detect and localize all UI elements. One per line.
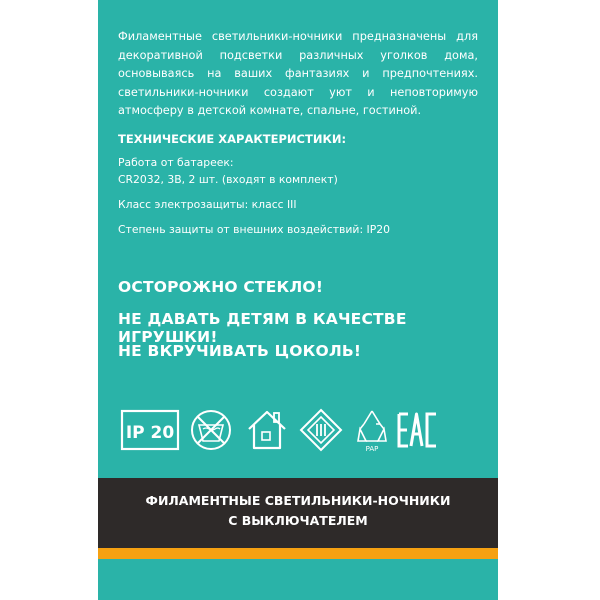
spec-ip-rating: Степень защиты от внешних воздействий: IP20	[118, 223, 390, 236]
package-panel	[98, 0, 498, 600]
product-name-band	[98, 478, 498, 548]
orange-stripe	[98, 548, 498, 559]
recycle-code: PAP	[365, 445, 379, 453]
warning-glass: ОСТОРОЖНО СТЕКЛО!	[118, 278, 324, 296]
spec-protection-class: Класс электрозащиты: класс III	[118, 198, 297, 211]
eac-icon	[396, 407, 440, 453]
recycle-icon	[352, 407, 392, 453]
product-description: Филаментные светильники-ночники предназначены для декоративной подсветки различных уголков дома, основываясь на ваших фантазиях и предпочтениях. светильники-ночники создают уют и неповторимую атмосферу в детской комнате, спальне, гостиной.	[118, 30, 478, 117]
specs-title: ТЕХНИЧЕСКИЕ ХАРАКТЕРИСТИКИ:	[118, 132, 347, 146]
warning-socket: НЕ ВКРУЧИВАТЬ ЦОКОЛЬ!	[118, 342, 362, 360]
spec-battery-value: CR2032, 3В, 2 шт. (входят в комплект)	[118, 173, 338, 186]
product-name-line2: С ВЫКЛЮЧАТЕЛЕМ	[228, 513, 368, 528]
product-name-line1: ФИЛАМЕНТНЫЕ СВЕТИЛЬНИКИ-НОЧНИКИ	[145, 493, 451, 508]
no-water-icon	[188, 407, 234, 453]
bottom-teal-stripe	[98, 559, 498, 600]
certification-icons	[120, 407, 420, 455]
ip20-text: IP 20	[125, 423, 175, 443]
indoor-use-icon	[244, 407, 290, 453]
warning-children: НЕ ДАВАТЬ ДЕТЯМ В КАЧЕСТВЕ ИГРУШКИ!	[118, 310, 407, 346]
class-iii-icon	[298, 407, 344, 453]
spec-battery-label: Работа от батареек:	[118, 156, 234, 169]
ip20-icon	[120, 407, 180, 453]
